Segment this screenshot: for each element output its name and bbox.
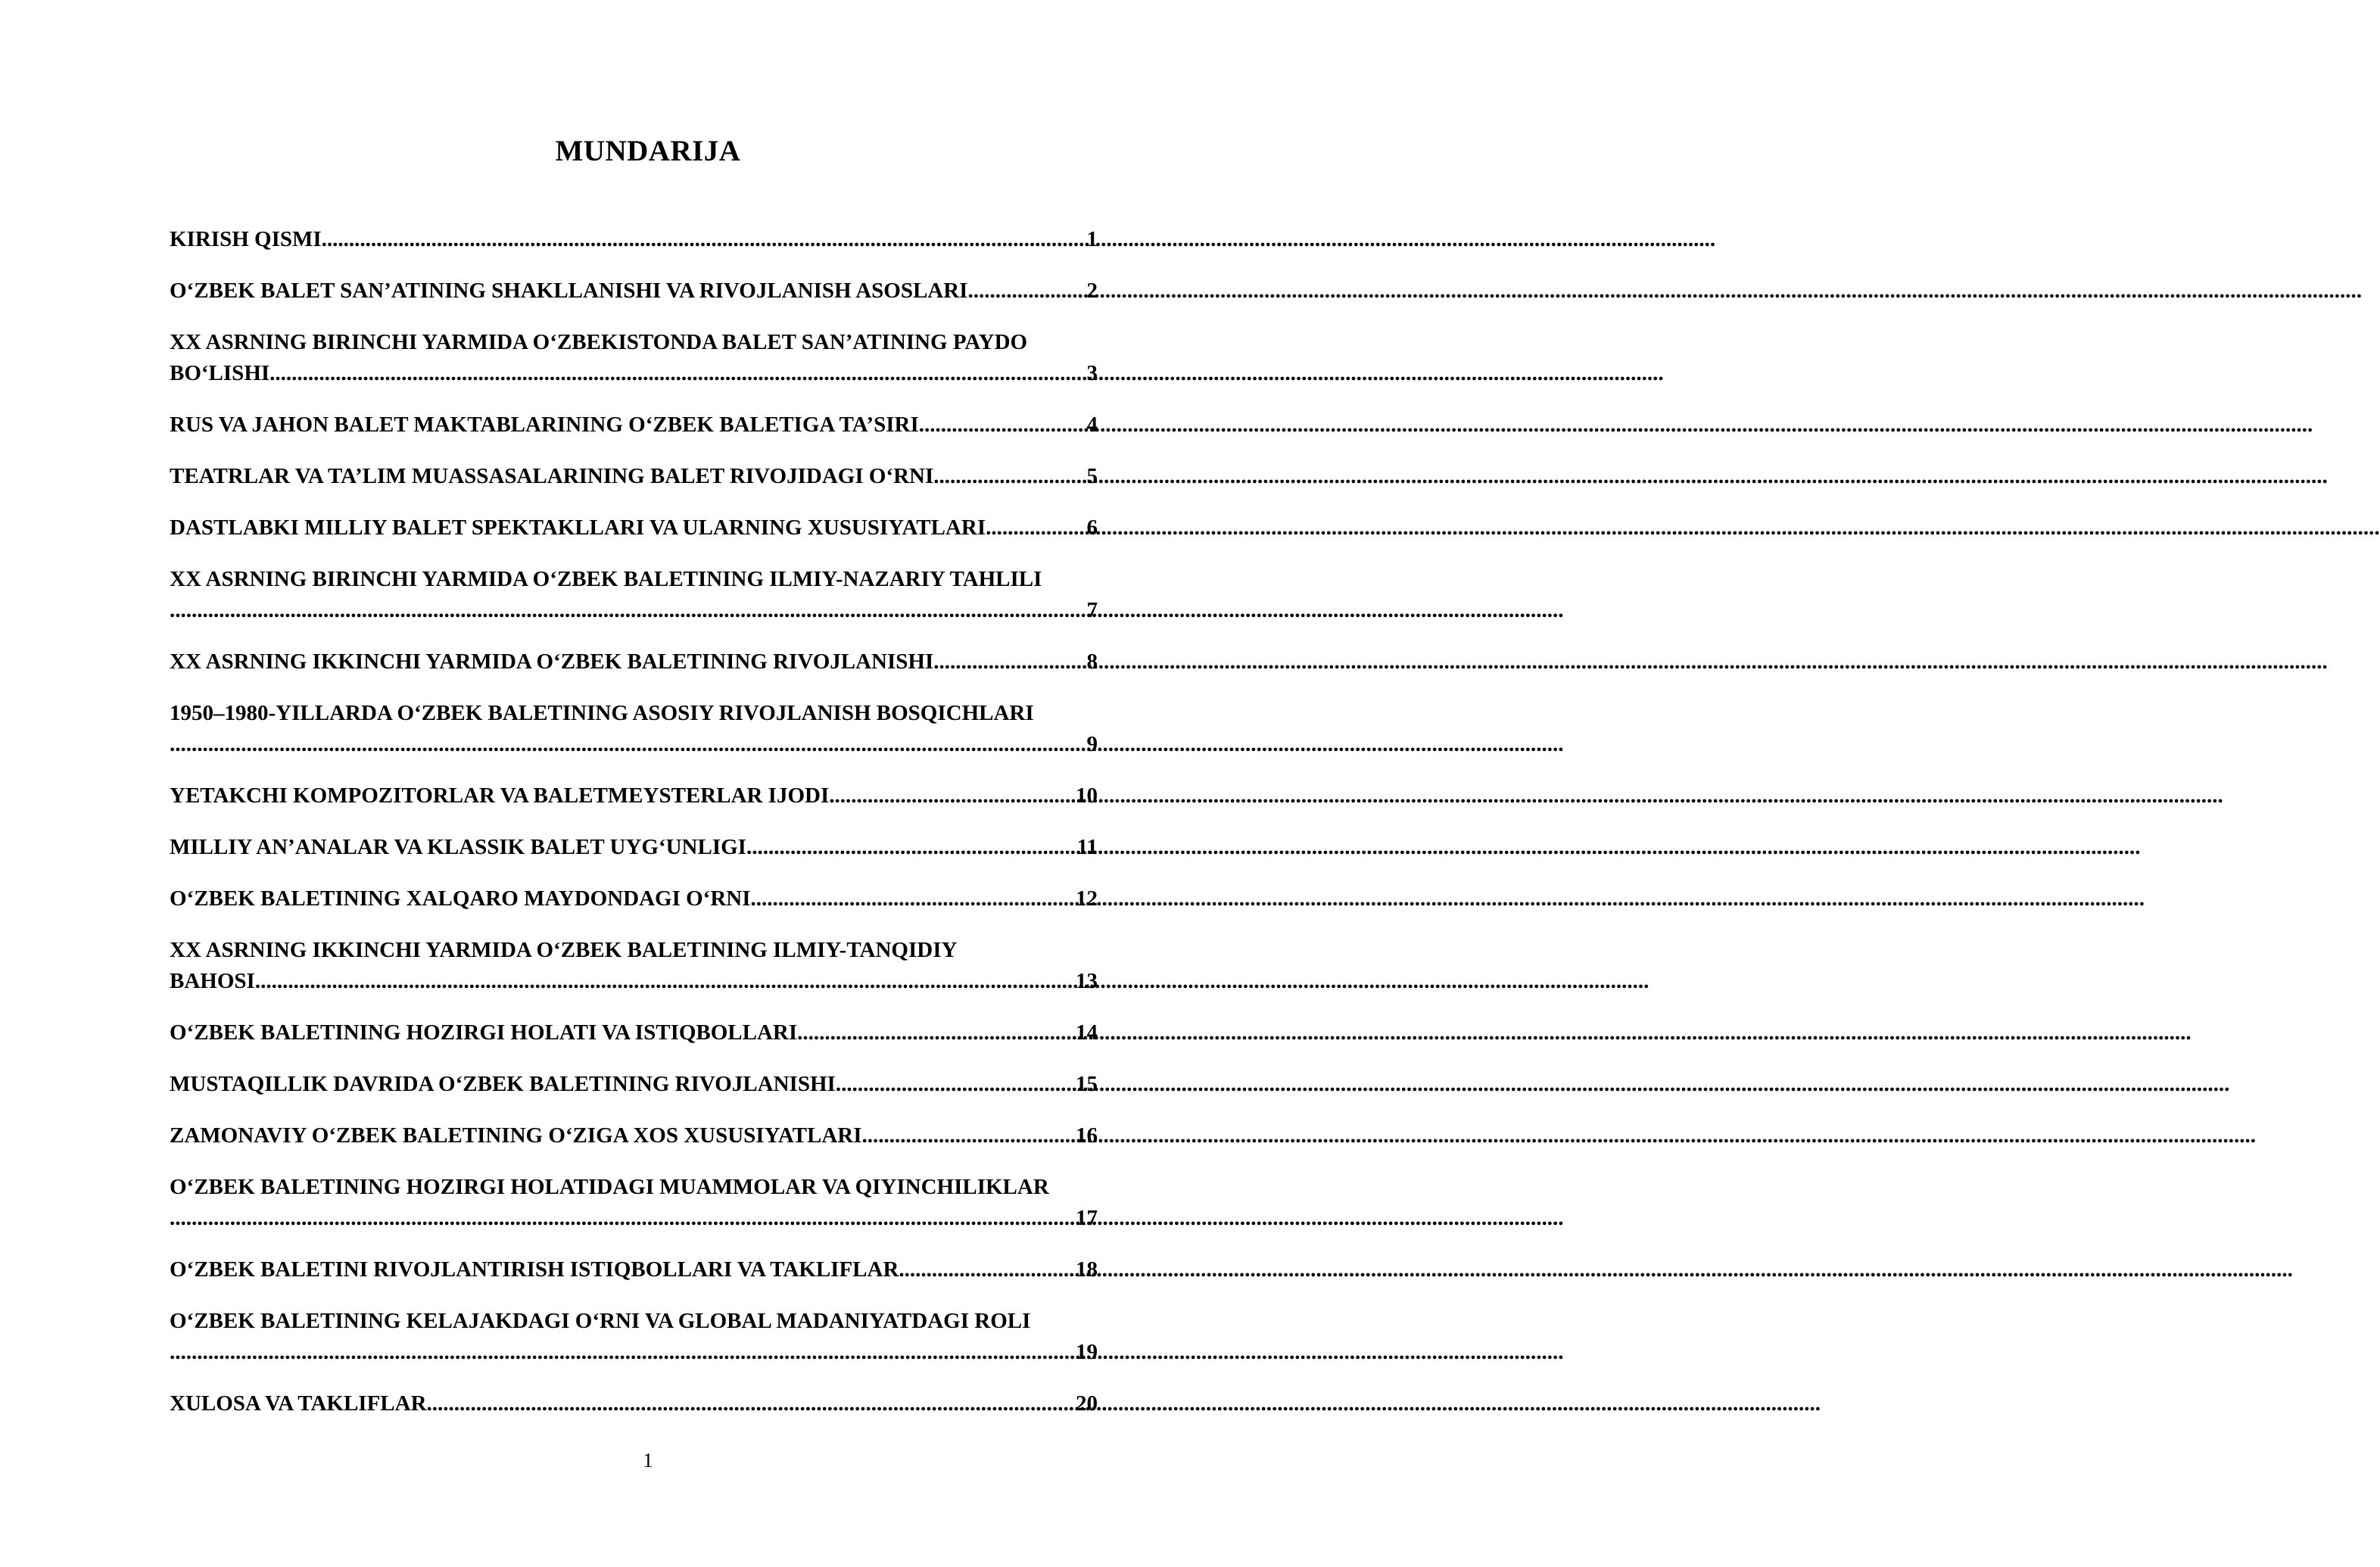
toc-entry[interactable] xyxy=(170,224,1098,255)
toc-page-number: 11 xyxy=(1076,835,1098,859)
toc-entry-title: DASTLABKI MILLIY BALET SPEKTAKLLARI VA ULARNING XUSUSIYATLARI xyxy=(170,516,986,540)
toc-entry[interactable] xyxy=(170,1172,1098,1234)
toc-entry-title: O‘ZBEK BALETINI RIVOJLANTIRISH ISTIQBOLLARI VA TAKLIFLAR xyxy=(170,1257,899,1282)
toc-entry-title-line: O‘ZBEK BALETINING HOZIRGI HOLATIDAGI MUAMMOLAR VA QIYINCHILIKLAR xyxy=(170,1175,1049,1199)
toc-entry[interactable] xyxy=(170,327,1098,389)
page-title: MUNDARIJA xyxy=(555,135,741,168)
toc-page-number: 10 xyxy=(1076,784,1098,808)
toc-page-number: 14 xyxy=(1076,1020,1098,1045)
toc-page-number: 6 xyxy=(1086,516,1098,540)
toc-dot-leader xyxy=(170,729,1087,760)
toc-page-number: 16 xyxy=(1076,1123,1098,1148)
toc-dot-leader xyxy=(862,1120,1076,1151)
toc-entry-title: TEATRLAR VA TA’LIM MUASSASALARINING BALET RIVOJIDAGI O‘RNI xyxy=(170,464,934,488)
toc-page-number: 8 xyxy=(1086,650,1098,674)
toc-entry[interactable] xyxy=(170,461,1098,492)
toc-entry[interactable] xyxy=(170,512,1098,544)
toc-entry[interactable] xyxy=(170,698,1098,760)
toc-entry[interactable] xyxy=(170,1017,1098,1048)
toc-dot-leader xyxy=(967,276,1086,307)
toc-dot-leader xyxy=(836,1069,1076,1100)
toc-entry-title-line: XX ASRNING IKKINCHI YARMIDA O‘ZBEK BALETINING ILMIY-TANQIDIY xyxy=(170,938,958,962)
toc-entry-title: YETAKCHI KOMPOZITORLAR VA BALETMEYSTERLAR IJODI xyxy=(170,784,830,808)
toc-entry[interactable] xyxy=(170,832,1098,863)
toc-page-number: 15 xyxy=(1076,1072,1098,1096)
toc-entry[interactable] xyxy=(170,646,1098,678)
toc-entry[interactable] xyxy=(170,1388,1098,1419)
toc-page-number: 4 xyxy=(1086,413,1098,437)
toc-entry-title: XX ASRNING IKKINCHI YARMIDA O‘ZBEK BALETINING RIVOJLANISHI xyxy=(170,650,934,674)
toc-dot-leader xyxy=(427,1388,1076,1419)
toc-entry[interactable] xyxy=(170,1254,1098,1285)
toc-entry-title-line: 1950–1980-YILLARDA O‘ZBEK BALETINING ASOSIY RIVOJLANISH BOSQICHLARI xyxy=(170,701,1034,725)
toc-entry[interactable] xyxy=(170,1306,1098,1368)
toc-dot-leader xyxy=(919,410,1087,441)
toc-entry-title-line: XX ASRNING BIRINCHI YARMIDA O‘ZBEK BALETINING ILMIY-NAZARIY TAHLILI xyxy=(170,567,1042,591)
toc-page-number: 12 xyxy=(1076,886,1098,911)
toc-page-number: 17 xyxy=(1076,1206,1098,1230)
toc-dot-leader xyxy=(170,1337,1076,1368)
toc-page-number: 13 xyxy=(1076,969,1098,993)
toc-dot-leader xyxy=(933,646,1086,678)
toc-page-number: 3 xyxy=(1086,361,1098,385)
toc-dot-leader xyxy=(269,358,1086,389)
toc-entry-title: O‘ZBEK BALETINING HOZIRGI HOLATI VA ISTIQBOLLARI xyxy=(170,1020,798,1045)
toc-entry-title: BO‘LISHI xyxy=(170,361,270,385)
toc-entry-title: XULOSA VA TAKLIFLAR xyxy=(170,1391,427,1416)
toc-entry-title: BAHOSI xyxy=(170,969,255,993)
toc-entry[interactable] xyxy=(170,564,1098,626)
toc-page-number: 20 xyxy=(1076,1391,1098,1416)
toc-entry-title: O‘ZBEK BALET SAN’ATINING SHAKLLANISHI VA RIVOJLANISH ASOSLARI xyxy=(170,279,968,303)
toc-dot-leader xyxy=(170,1203,1076,1234)
toc-dot-leader xyxy=(255,966,1076,997)
toc-page-number: 18 xyxy=(1076,1257,1098,1282)
toc-page-number: 7 xyxy=(1086,598,1098,622)
toc-dot-leader xyxy=(933,461,1086,492)
toc-entry-title: KIRISH QISMI xyxy=(170,227,322,251)
toc-page-number: 2 xyxy=(1086,279,1098,303)
page-number: 1 xyxy=(643,1449,653,1472)
toc-dot-leader xyxy=(170,595,1087,626)
table-of-contents xyxy=(170,224,1098,1440)
toc-dot-leader xyxy=(751,883,1076,914)
toc-entry[interactable] xyxy=(170,410,1098,441)
toc-entry[interactable] xyxy=(170,935,1098,997)
toc-dot-leader xyxy=(986,512,1086,544)
toc-dot-leader xyxy=(746,832,1077,863)
toc-page-number: 9 xyxy=(1086,732,1098,756)
toc-dot-leader xyxy=(829,780,1076,812)
toc-entry-title: ZAMONAVIY O‘ZBEK BALETINING O‘ZIGA XOS XUSUSIYATLARI xyxy=(170,1123,862,1148)
toc-entry-title-line: XX ASRNING BIRINCHI YARMIDA O‘ZBEKISTONDA BALET SAN’ATINING PAYDO xyxy=(170,330,1028,354)
toc-page-number: 19 xyxy=(1076,1340,1098,1364)
toc-entry-title: MUSTAQILLIK DAVRIDA O‘ZBEK BALETINING RIVOJLANISHI xyxy=(170,1072,836,1096)
toc-entry-title-line: O‘ZBEK BALETINING KELAJAKDAGI O‘RNI VA GLOBAL MADANIYATDAGI ROLI xyxy=(170,1309,1031,1333)
toc-page-number: 5 xyxy=(1086,464,1098,488)
toc-entry[interactable] xyxy=(170,276,1098,307)
toc-entry-title: MILLIY AN’ANALAR VA KLASSIK BALET UYG‘UNLIGI xyxy=(170,835,746,859)
toc-entry[interactable] xyxy=(170,883,1098,914)
toc-entry[interactable] xyxy=(170,780,1098,812)
toc-page-number: 1 xyxy=(1086,227,1098,251)
toc-entry-title: O‘ZBEK BALETINING XALQARO MAYDONDAGI O‘RNI xyxy=(170,886,751,911)
toc-entry-title: RUS VA JAHON BALET MAKTABLARINING O‘ZBEK BALETIGA TA’SIRI xyxy=(170,413,919,437)
toc-dot-leader xyxy=(899,1254,1076,1285)
toc-dot-leader xyxy=(322,224,1087,255)
toc-entry[interactable] xyxy=(170,1069,1098,1100)
toc-dot-leader xyxy=(797,1017,1076,1048)
toc-entry[interactable] xyxy=(170,1120,1098,1151)
